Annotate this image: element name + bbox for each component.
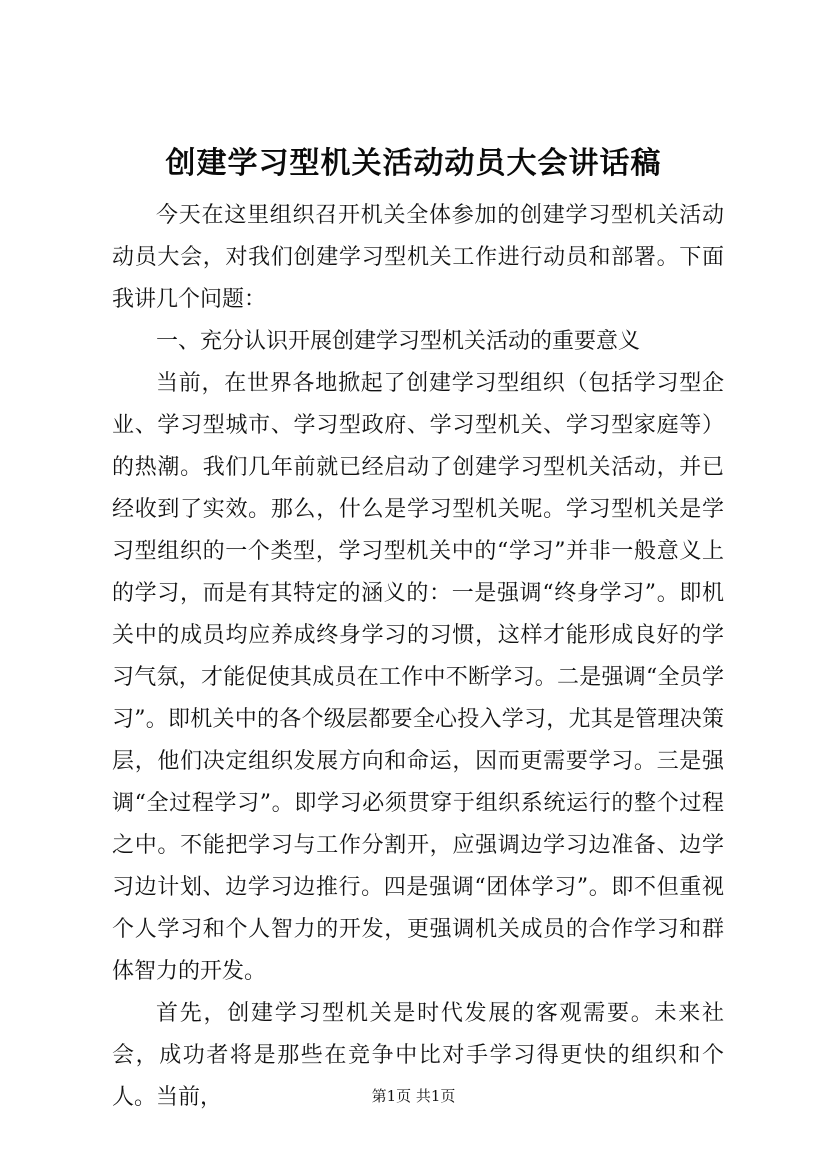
paragraph-intro: 今天在这里组织召开机关全体参加的创建学习型机关活动动员大会，对我们创建学习型机关工作进行动员和部署。下面我讲几个问题： — [112, 203, 724, 312]
paragraph-first-point: 首先，创建学习型机关是时代发展的客观需要。未来社会，成功者将是那些在竞争中比对手学习得更快的组织和个人。当前， — [112, 1001, 724, 1110]
page-number: 第1页 共1页 — [371, 1087, 456, 1105]
document-title: 创建学习型机关活动动员大会讲话稿 — [165, 146, 662, 181]
paragraph-learning-organization: 当前，在世界各地掀起了创建学习型组织（包括学习型企业、学习型城市、学习型政府、学习型机关、学习型家庭等）的热潮。我们几年前就已经启动了创建学习型机关活动，并已经收到了实效。那么，什么是学习型机关呢。学习型机关是学习型组织的一个类型，学习型机关中的“学习”并非一般意义上的学习，而是有其特定的涵义的：一是强调“终身学习”。即机关中的成员均应养成终身学习的习惯，这样才能形成良好的学习气氛，才能促使其成员在工作中不断学习。二是强调“全员学习”。即机关中的各个级层都要全心投入学习，尤其是管理决策层，他们决定组织发展方向和命运，因而更需要学习。三是强调“全过程学习”。即学习必须贯穿于组织系统运行的整个过程之中。不能把学习与工作分割开，应强调边学习边准备、边学习边计划、边学习边推行。四是强调“团体学习”。即不但重视个人学习和个人智力的开发，更强调机关成员的合作学习和群体智力的开发。 — [112, 371, 724, 984]
section-heading: 一、充分认识开展创建学习型机关活动的重要意义 — [156, 329, 641, 354]
document-body — [112, 195, 724, 1119]
